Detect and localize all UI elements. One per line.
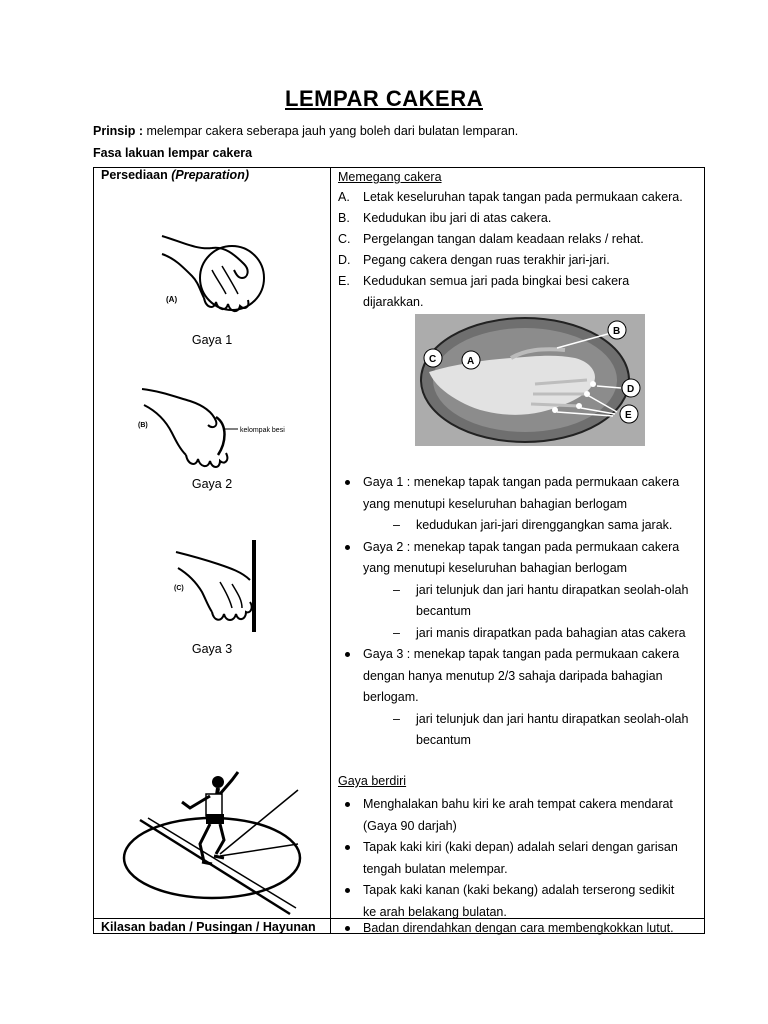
grip-step-key: E. <box>338 274 350 288</box>
gaya-3-caption: Gaya 3 <box>191 642 233 656</box>
grip-step-text: Letak keseluruhan tapak tangan pada permukaan cakera. <box>363 190 683 204</box>
body-twist-header: Kilasan badan / Pusingan / Hayunan <box>101 920 316 934</box>
gaya-2-caption: Gaya 2 <box>191 477 233 491</box>
preparation-header-main: Persediaan <box>101 168 168 182</box>
gaya-3-sub-1b: becantum <box>416 733 471 747</box>
grip-step <box>338 271 700 292</box>
dash: – <box>393 711 400 726</box>
twist-bullets <box>338 918 700 940</box>
grip-b-label: (B) <box>138 422 148 429</box>
gaya-1-bullet-cont <box>338 494 700 516</box>
grip-b-caption: kelompak besi <box>240 427 285 434</box>
gaya-2-line-a: Gaya 2 : menekap tapak tangan pada permukaan cakera <box>363 539 680 554</box>
stance-2-line-b: tengah bulatan melempar. <box>363 861 508 876</box>
column-divider <box>330 168 331 933</box>
gaya-2-sub-1a: jari telunjuk dan jari hantu dirapatkan seolah-olah <box>416 582 689 597</box>
phase-table <box>93 167 705 934</box>
stance-3-line-a: Tapak kaki kanan (kaki bekang) adalah terserong sedikit <box>363 883 675 897</box>
grip-step <box>338 187 700 208</box>
gaya-2-sub-1b: becantum <box>416 604 471 618</box>
twist-bullet <box>338 918 700 940</box>
gaya-3-sub-1a: jari telunjuk dan jari hantu dirapatkan seolah-olah <box>416 711 689 726</box>
stance-bullets <box>338 794 700 923</box>
photo-label-d: D <box>627 384 635 395</box>
holding-disc-title: Memegang cakera <box>338 170 442 184</box>
grip-c-label: (C) <box>174 585 184 592</box>
grip-step <box>338 292 700 313</box>
gaya-2-bullet-cont <box>338 558 700 580</box>
photo-label-a: A <box>467 356 475 367</box>
stance-bullet <box>338 837 700 859</box>
gaya-2-line-b: yang menutupi keseluruhan bahagian berlogam <box>363 561 628 575</box>
principle-label: Prinsip : <box>93 124 144 138</box>
gaya-2-sub-2: jari manis dirapatkan pada bahagian atas cakera <box>416 625 686 640</box>
gaya-1-bullet <box>338 472 700 494</box>
grip-step-text: Pergelangan tangan dalam keadaan relaks / rehat. <box>363 232 644 246</box>
grip-step-text: Kedudukan semua jari pada bingkai besi cakera <box>363 274 630 288</box>
gaya-1-sub-text: kedudukan jari-jari direnggangkan sama jarak. <box>416 518 673 532</box>
photo-label-c: C <box>429 354 437 365</box>
stance-2-line-a: Tapak kaki kiri (kaki depan) adalah selari dengan garisan <box>363 840 678 854</box>
grip-c-illustration <box>170 538 270 634</box>
grip-step-text: Kedudukan ibu jari di atas cakera. <box>363 211 552 225</box>
stance-3-line-b: ke arah belakang bulatan. <box>363 904 507 919</box>
stance-title: Gaya berdiri <box>338 774 407 788</box>
gaya-3-line-a: Gaya 3 : menekap tapak tangan pada permukaan cakera <box>363 647 680 661</box>
stance-bullet-cont <box>338 859 700 881</box>
gaya-1-caption: Gaya 1 <box>191 333 233 347</box>
stance-bullet <box>338 794 700 816</box>
stance-1-line-b: (Gaya 90 darjah) <box>363 818 457 833</box>
principle-line <box>93 124 518 138</box>
photo-label-e: E <box>625 410 632 421</box>
photo-label-b: B <box>613 326 621 337</box>
gaya-3-sub <box>338 709 700 731</box>
gaya-3-sub-cont <box>338 730 700 752</box>
grip-step-text-cont: dijarakkan. <box>363 295 424 309</box>
grip-step-key: A. <box>338 190 350 204</box>
gaya-3-bullet <box>338 644 700 666</box>
dash: – <box>393 625 400 640</box>
phase-heading: Fasa lakuan lempar cakera <box>93 146 253 160</box>
gaya-1-line-a: Gaya 1 : menekap tapak tangan pada permukaan cakera <box>363 475 680 489</box>
preparation-header <box>101 168 249 182</box>
grip-steps-list <box>338 187 700 313</box>
principle-text: melempar cakera seberapa jauh yang boleh dari bulatan lemparan. <box>146 124 519 138</box>
grip-step-key: D. <box>338 253 351 267</box>
gaya-2-sub-cont <box>338 601 700 623</box>
stance-illustration <box>120 768 304 916</box>
stance-bullet-cont <box>338 816 700 838</box>
grip-step-key: B. <box>338 211 350 225</box>
gaya-3-bullet-cont <box>338 666 700 688</box>
preparation-header-italic: (Preparation) <box>171 168 249 182</box>
gaya-3-line-b: dengan hanya menutup 2/3 sahaja daripada bahagian <box>363 668 663 683</box>
grip-step-text: Pegang cakera dengan ruas terakhir jari-jari. <box>363 253 610 267</box>
gaya-2-sub <box>338 580 700 602</box>
dash: – <box>393 518 400 532</box>
grip-step <box>338 250 700 271</box>
gaya-3-line-c: berlogam. <box>363 690 419 704</box>
grip-step <box>338 208 700 229</box>
stance-bullet <box>338 880 700 902</box>
dash: – <box>393 582 400 597</box>
grip-step-key: C. <box>338 232 351 246</box>
stance-1-line-a: Menghalakan bahu kiri ke arah tempat cakera mendarat <box>363 797 673 811</box>
gaya-1-sub <box>338 515 700 537</box>
gaya-3-bullet-cont <box>338 687 700 709</box>
grip-b-illustration <box>136 381 286 471</box>
gaya-2-sub <box>338 623 700 645</box>
disc-grip-photo <box>415 314 645 446</box>
grip-a-illustration <box>152 230 270 328</box>
twist-bullet-text: Badan direndahkan dengan cara membengkokkan lutut. <box>363 921 674 935</box>
gaya-2-bullet <box>338 537 700 559</box>
gaya-bullets <box>338 472 700 752</box>
grip-a-label: (A) <box>166 295 178 304</box>
gaya-1-line-b: yang menutupi keseluruhan bahagian berlogam <box>363 496 628 511</box>
grip-step <box>338 229 700 250</box>
page-title: LEMPAR CAKERA <box>285 86 483 111</box>
